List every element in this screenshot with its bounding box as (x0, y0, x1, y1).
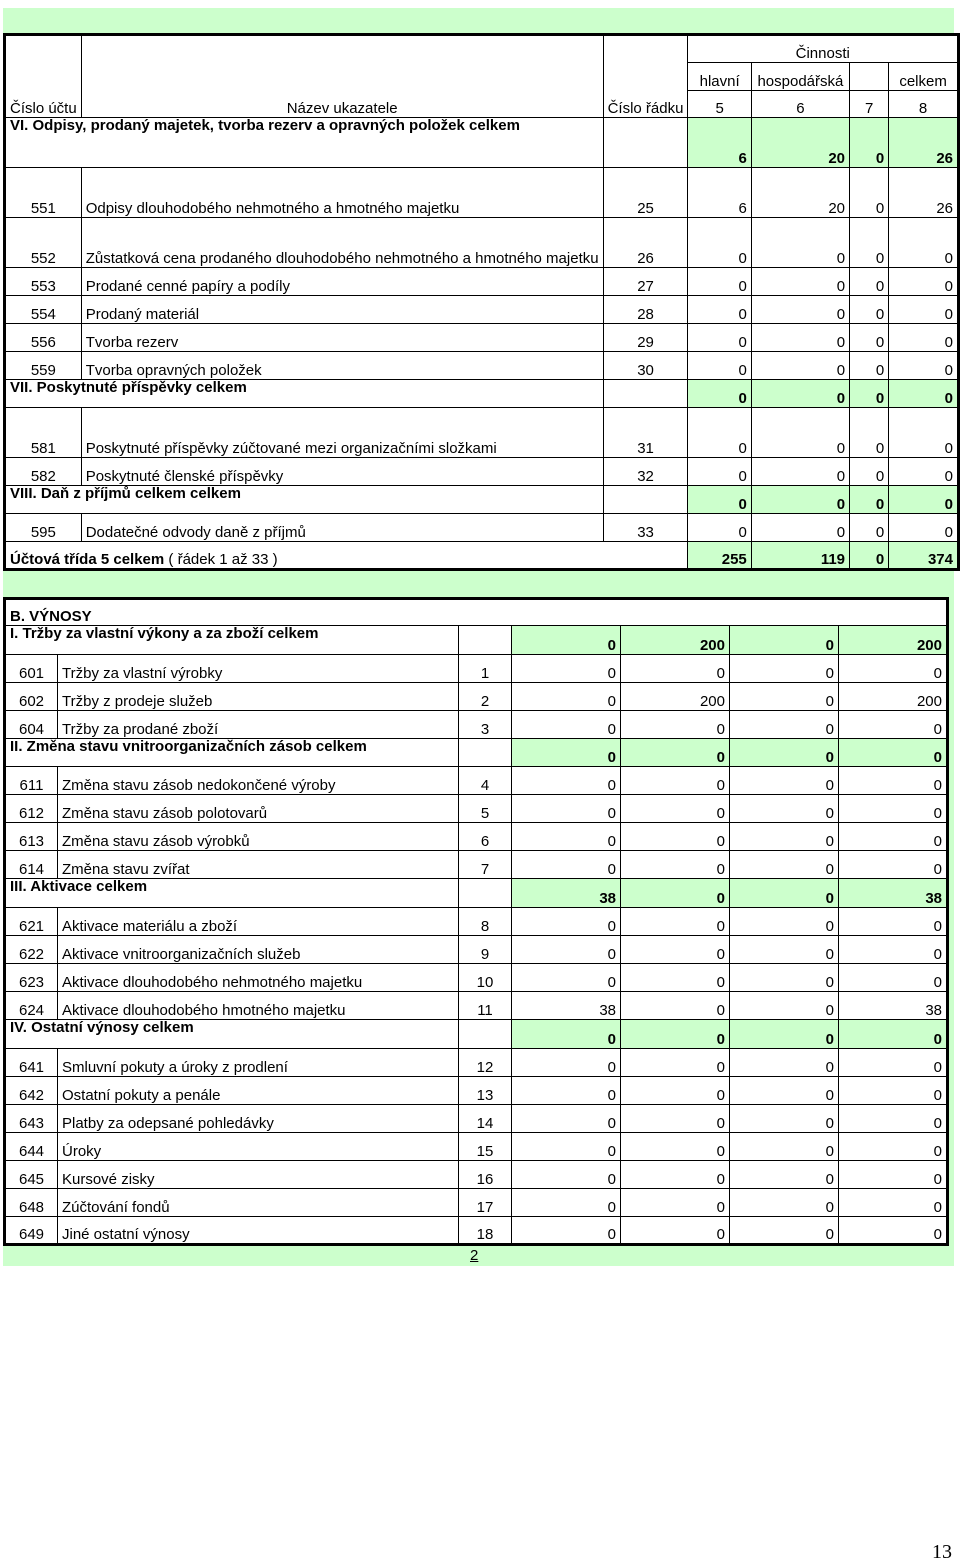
value-cell: 0 (512, 1077, 621, 1105)
table-row (5, 683, 948, 711)
value-cell: 0 (850, 268, 889, 296)
table-row (5, 851, 948, 879)
section-row (5, 626, 948, 655)
indicator-name: Poskytnuté příspěvky zúčtované mezi organizačními složkami (81, 408, 603, 458)
value-cell: 0 (850, 514, 889, 542)
account-number: 644 (5, 1133, 58, 1161)
indicator-name: Změna stavu zvířat (58, 851, 459, 879)
header-column-name: celkem (889, 63, 959, 91)
line-number: 17 (459, 1189, 512, 1217)
section-row (5, 118, 959, 168)
line-number: 18 (459, 1217, 512, 1245)
indicator-name: Aktivace vnitroorganizačních služeb (58, 936, 459, 964)
section-value: 0 (621, 1020, 730, 1049)
account-number: 621 (5, 908, 58, 936)
account-number: 624 (5, 992, 58, 1020)
indicator-name: Aktivace dlouhodobého nehmotného majetku (58, 964, 459, 992)
line-number: 16 (459, 1161, 512, 1189)
value-cell: 0 (512, 655, 621, 683)
indicator-name: Tržby za prodané zboží (58, 711, 459, 739)
value-cell: 0 (850, 296, 889, 324)
indicator-name: Změna stavu zásob výrobků (58, 823, 459, 851)
value-cell: 0 (839, 1105, 948, 1133)
value-cell: 0 (621, 767, 730, 795)
value-cell: 0 (512, 823, 621, 851)
value-cell: 0 (688, 324, 751, 352)
indicator-name: Tvorba rezerv (81, 324, 603, 352)
indicator-name: Tržby za vlastní výrobky (58, 655, 459, 683)
value-cell: 0 (889, 324, 959, 352)
section-value: 0 (850, 486, 889, 514)
table-row (5, 964, 948, 992)
value-cell: 0 (751, 408, 849, 458)
value-cell: 0 (839, 1049, 948, 1077)
indicator-name: Dodatečné odvody daně z příjmů (81, 514, 603, 542)
indicator-name: Platby za odepsané pohledávky (58, 1105, 459, 1133)
section-value: 0 (850, 380, 889, 408)
value-cell: 0 (839, 767, 948, 795)
section-value: 0 (889, 486, 959, 514)
account-number: 554 (5, 296, 82, 324)
revenues-table (3, 597, 949, 1246)
value-cell: 38 (512, 992, 621, 1020)
section-value: 0 (850, 118, 889, 168)
value-cell: 0 (889, 218, 959, 268)
section-label: VI. Odpisy, prodaný majetek, tvorba rezerv a opravných položek celkem (5, 118, 604, 168)
value-cell: 0 (512, 1133, 621, 1161)
header-column-number: 5 (688, 91, 751, 118)
value-cell: 0 (730, 1077, 839, 1105)
header-activities: Činnosti (688, 35, 959, 63)
table-row (5, 514, 959, 542)
line-number: 8 (459, 908, 512, 936)
section-value: 0 (889, 380, 959, 408)
value-cell: 0 (889, 268, 959, 296)
value-cell: 0 (730, 683, 839, 711)
section-value: 6 (688, 118, 751, 168)
table-row (5, 168, 959, 218)
section-row (5, 1020, 948, 1049)
value-cell: 0 (730, 1133, 839, 1161)
account-number: 648 (5, 1189, 58, 1217)
value-cell: 0 (839, 1161, 948, 1189)
account-number: 613 (5, 823, 58, 851)
line-number: 15 (459, 1133, 512, 1161)
indicator-name: Zúčtování fondů (58, 1189, 459, 1217)
account-number: 645 (5, 1161, 58, 1189)
section-label: II. Změna stavu vnitroorganizačních zásob celkem (5, 739, 459, 767)
account-number: 623 (5, 964, 58, 992)
line-number: 14 (459, 1105, 512, 1133)
section-label: I. Tržby za vlastní výkony a za zboží celkem (5, 626, 459, 655)
account-number: 601 (5, 655, 58, 683)
value-cell: 0 (688, 514, 751, 542)
value-cell: 0 (839, 1217, 948, 1245)
value-cell: 0 (688, 458, 751, 486)
value-cell: 0 (730, 851, 839, 879)
line-number (459, 626, 512, 655)
header-column-number: 6 (751, 91, 849, 118)
value-cell: 0 (621, 1049, 730, 1077)
value-cell: 0 (512, 767, 621, 795)
account-number: 604 (5, 711, 58, 739)
account-number: 622 (5, 936, 58, 964)
indicator-name: Aktivace materiálu a zboží (58, 908, 459, 936)
header-indicator-name: Název ukazatele (81, 35, 603, 118)
table-row (5, 1133, 948, 1161)
value-cell: 0 (850, 324, 889, 352)
section-label: VIII. Daň z příjmů celkem celkem (5, 486, 604, 514)
section-value: 0 (688, 380, 751, 408)
value-cell: 0 (730, 1161, 839, 1189)
account-number: 553 (5, 268, 82, 296)
section-value: 38 (512, 879, 621, 908)
table-row (5, 1217, 948, 1245)
value-cell: 0 (621, 795, 730, 823)
value-cell: 0 (839, 964, 948, 992)
value-cell: 0 (621, 992, 730, 1020)
section-row (5, 486, 959, 514)
indicator-name: Jiné ostatní výnosy (58, 1217, 459, 1245)
table-row (5, 296, 959, 324)
section-value: 0 (730, 739, 839, 767)
document-page-number: 13 (932, 1541, 952, 1563)
account-number: 612 (5, 795, 58, 823)
table-row (5, 908, 948, 936)
value-cell: 0 (850, 408, 889, 458)
value-cell: 0 (889, 352, 959, 380)
line-number: 33 (603, 514, 688, 542)
value-cell: 0 (751, 352, 849, 380)
line-number: 32 (603, 458, 688, 486)
header-line-number: Číslo řádku (603, 35, 688, 118)
section-value: 38 (839, 879, 948, 908)
indicator-name: Úroky (58, 1133, 459, 1161)
value-cell: 0 (850, 352, 889, 380)
section-value: 0 (512, 1020, 621, 1049)
value-cell: 0 (839, 851, 948, 879)
indicator-name: Odpisy dlouhodobého nehmotného a hmotného majetku (81, 168, 603, 218)
section-value: 200 (621, 626, 730, 655)
value-cell: 200 (621, 683, 730, 711)
total-label-range: ( řádek 1 až 33 ) (164, 551, 278, 568)
value-cell: 200 (839, 683, 948, 711)
section-label: IV. Ostatní výnosy celkem (5, 1020, 459, 1049)
line-number: 28 (603, 296, 688, 324)
line-number: 11 (459, 992, 512, 1020)
indicator-name: Prodaný materiál (81, 296, 603, 324)
value-cell: 0 (512, 683, 621, 711)
revenues-title: B. VÝNOSY (5, 599, 948, 626)
line-number: 29 (603, 324, 688, 352)
table-row (5, 458, 959, 486)
line-number: 13 (459, 1077, 512, 1105)
section-value: 0 (688, 486, 751, 514)
value-cell: 0 (512, 795, 621, 823)
value-cell: 0 (621, 964, 730, 992)
table-row (5, 655, 948, 683)
account-number: 643 (5, 1105, 58, 1133)
value-cell: 0 (621, 1161, 730, 1189)
value-cell: 20 (751, 168, 849, 218)
total-label (5, 542, 688, 570)
value-cell: 0 (730, 767, 839, 795)
value-cell: 0 (730, 711, 839, 739)
section-value: 0 (751, 486, 849, 514)
indicator-name: Aktivace dlouhodobého hmotného majetku (58, 992, 459, 1020)
line-number: 27 (603, 268, 688, 296)
total-value: 374 (889, 542, 959, 570)
value-cell: 0 (621, 823, 730, 851)
account-number: 641 (5, 1049, 58, 1077)
section-value: 0 (839, 739, 948, 767)
table-row (5, 352, 959, 380)
section-row (5, 739, 948, 767)
section-label: VII. Poskytnuté příspěvky celkem (5, 380, 604, 408)
value-cell: 0 (621, 1133, 730, 1161)
value-cell: 0 (850, 168, 889, 218)
header-column-number: 7 (850, 91, 889, 118)
value-cell: 0 (839, 1077, 948, 1105)
account-number: 551 (5, 168, 82, 218)
value-cell: 0 (621, 851, 730, 879)
value-cell: 0 (889, 514, 959, 542)
value-cell: 0 (730, 1217, 839, 1245)
value-cell: 0 (839, 711, 948, 739)
line-number: 2 (459, 683, 512, 711)
line-number (603, 118, 688, 168)
value-cell: 0 (621, 936, 730, 964)
section-value: 26 (889, 118, 959, 168)
value-cell: 0 (621, 1217, 730, 1245)
header-column-number: 8 (889, 91, 959, 118)
value-cell: 0 (512, 936, 621, 964)
value-cell: 6 (688, 168, 751, 218)
line-number: 6 (459, 823, 512, 851)
value-cell: 0 (850, 458, 889, 486)
line-number: 26 (603, 218, 688, 268)
table-row (5, 936, 948, 964)
header-account-number: Číslo účtu (5, 35, 82, 118)
account-number: 611 (5, 767, 58, 795)
value-cell: 0 (751, 296, 849, 324)
value-cell: 0 (839, 655, 948, 683)
line-number: 3 (459, 711, 512, 739)
indicator-name: Prodané cenné papíry a podíly (81, 268, 603, 296)
value-cell: 0 (512, 1049, 621, 1077)
table-row (5, 1189, 948, 1217)
value-cell: 0 (688, 352, 751, 380)
table-row (5, 1161, 948, 1189)
line-number: 30 (603, 352, 688, 380)
table-row (5, 711, 948, 739)
indicator-name: Zůstatková cena prodaného dlouhodobého nehmotného a hmotného majetku (81, 218, 603, 268)
section-value: 200 (839, 626, 948, 655)
section-value: 0 (730, 626, 839, 655)
value-cell: 0 (730, 936, 839, 964)
indicator-name: Smluvní pokuty a úroky z prodlení (58, 1049, 459, 1077)
table-row (5, 218, 959, 268)
value-cell: 0 (621, 1077, 730, 1105)
line-number: 4 (459, 767, 512, 795)
section-value: 0 (512, 626, 621, 655)
header-column-name (850, 63, 889, 91)
table-row (5, 268, 959, 296)
value-cell: 26 (889, 168, 959, 218)
line-number: 7 (459, 851, 512, 879)
value-cell: 0 (751, 218, 849, 268)
line-number: 9 (459, 936, 512, 964)
total-value: 0 (850, 542, 889, 570)
total-value: 255 (688, 542, 751, 570)
value-cell: 0 (751, 324, 849, 352)
value-cell: 0 (621, 1189, 730, 1217)
table-row (5, 1105, 948, 1133)
value-cell: 0 (839, 823, 948, 851)
line-number: 1 (459, 655, 512, 683)
value-cell: 0 (730, 992, 839, 1020)
section-value: 0 (621, 739, 730, 767)
section-value: 0 (730, 1020, 839, 1049)
value-cell: 0 (730, 908, 839, 936)
line-number: 25 (603, 168, 688, 218)
value-cell: 0 (730, 1189, 839, 1217)
line-number (459, 739, 512, 767)
value-cell: 0 (688, 218, 751, 268)
indicator-name: Změna stavu zásob polotovarů (58, 795, 459, 823)
value-cell: 0 (730, 795, 839, 823)
value-cell: 0 (621, 1105, 730, 1133)
value-cell: 0 (621, 908, 730, 936)
line-number: 10 (459, 964, 512, 992)
table-row (5, 408, 959, 458)
line-number (459, 1020, 512, 1049)
account-number: 649 (5, 1217, 58, 1245)
header-column-name: hospodářská (751, 63, 849, 91)
value-cell: 0 (512, 1161, 621, 1189)
value-cell: 0 (512, 908, 621, 936)
value-cell: 0 (839, 936, 948, 964)
value-cell: 0 (512, 964, 621, 992)
value-cell: 0 (512, 711, 621, 739)
expenses-table (3, 33, 960, 571)
section-value: 0 (512, 739, 621, 767)
section-value: 0 (621, 879, 730, 908)
value-cell: 0 (751, 514, 849, 542)
value-cell: 0 (621, 711, 730, 739)
account-number: 614 (5, 851, 58, 879)
value-cell: 0 (730, 1049, 839, 1077)
header-column-name: hlavní (688, 63, 751, 91)
section-value: 20 (751, 118, 849, 168)
account-number: 642 (5, 1077, 58, 1105)
account-number: 582 (5, 458, 82, 486)
indicator-name: Tvorba opravných položek (81, 352, 603, 380)
section-value: 0 (730, 879, 839, 908)
table-row (5, 823, 948, 851)
account-number: 559 (5, 352, 82, 380)
section-row (5, 380, 959, 408)
total-value: 119 (751, 542, 849, 570)
value-cell: 0 (751, 458, 849, 486)
value-cell: 38 (839, 992, 948, 1020)
indicator-name: Tržby z prodeje služeb (58, 683, 459, 711)
sheet-page-number: 2 (470, 1247, 479, 1264)
value-cell: 0 (730, 823, 839, 851)
section-row (5, 879, 948, 908)
value-cell: 0 (512, 1189, 621, 1217)
section-value: 0 (839, 1020, 948, 1049)
line-number: 31 (603, 408, 688, 458)
value-cell: 0 (688, 268, 751, 296)
value-cell: 0 (730, 964, 839, 992)
value-cell: 0 (839, 795, 948, 823)
account-number: 581 (5, 408, 82, 458)
value-cell: 0 (889, 408, 959, 458)
value-cell: 0 (512, 1217, 621, 1245)
table-row (5, 1049, 948, 1077)
line-number: 5 (459, 795, 512, 823)
indicator-name: Kursové zisky (58, 1161, 459, 1189)
value-cell: 0 (688, 408, 751, 458)
value-cell: 0 (688, 296, 751, 324)
total-label-bold: Účtová třída 5 celkem (10, 551, 165, 568)
table-row (5, 1077, 948, 1105)
line-number (603, 380, 688, 408)
table-row (5, 795, 948, 823)
account-number: 595 (5, 514, 82, 542)
section-value: 0 (751, 380, 849, 408)
account-number: 602 (5, 683, 58, 711)
value-cell: 0 (889, 296, 959, 324)
indicator-name: Ostatní pokuty a penále (58, 1077, 459, 1105)
value-cell: 0 (839, 1189, 948, 1217)
value-cell: 0 (751, 268, 849, 296)
table-row (5, 767, 948, 795)
value-cell: 0 (730, 655, 839, 683)
total-row (5, 542, 959, 570)
line-number (459, 879, 512, 908)
value-cell: 0 (621, 655, 730, 683)
line-number (603, 486, 688, 514)
value-cell: 0 (512, 851, 621, 879)
section-label: III. Aktivace celkem (5, 879, 459, 908)
line-number: 12 (459, 1049, 512, 1077)
table-row (5, 992, 948, 1020)
indicator-name: Změna stavu zásob nedokončené výroby (58, 767, 459, 795)
value-cell: 0 (839, 1133, 948, 1161)
value-cell: 0 (512, 1105, 621, 1133)
value-cell: 0 (839, 908, 948, 936)
account-number: 552 (5, 218, 82, 268)
value-cell: 0 (850, 218, 889, 268)
account-number: 556 (5, 324, 82, 352)
table-row (5, 324, 959, 352)
indicator-name: Poskytnuté členské příspěvky (81, 458, 603, 486)
value-cell: 0 (730, 1105, 839, 1133)
value-cell: 0 (889, 458, 959, 486)
